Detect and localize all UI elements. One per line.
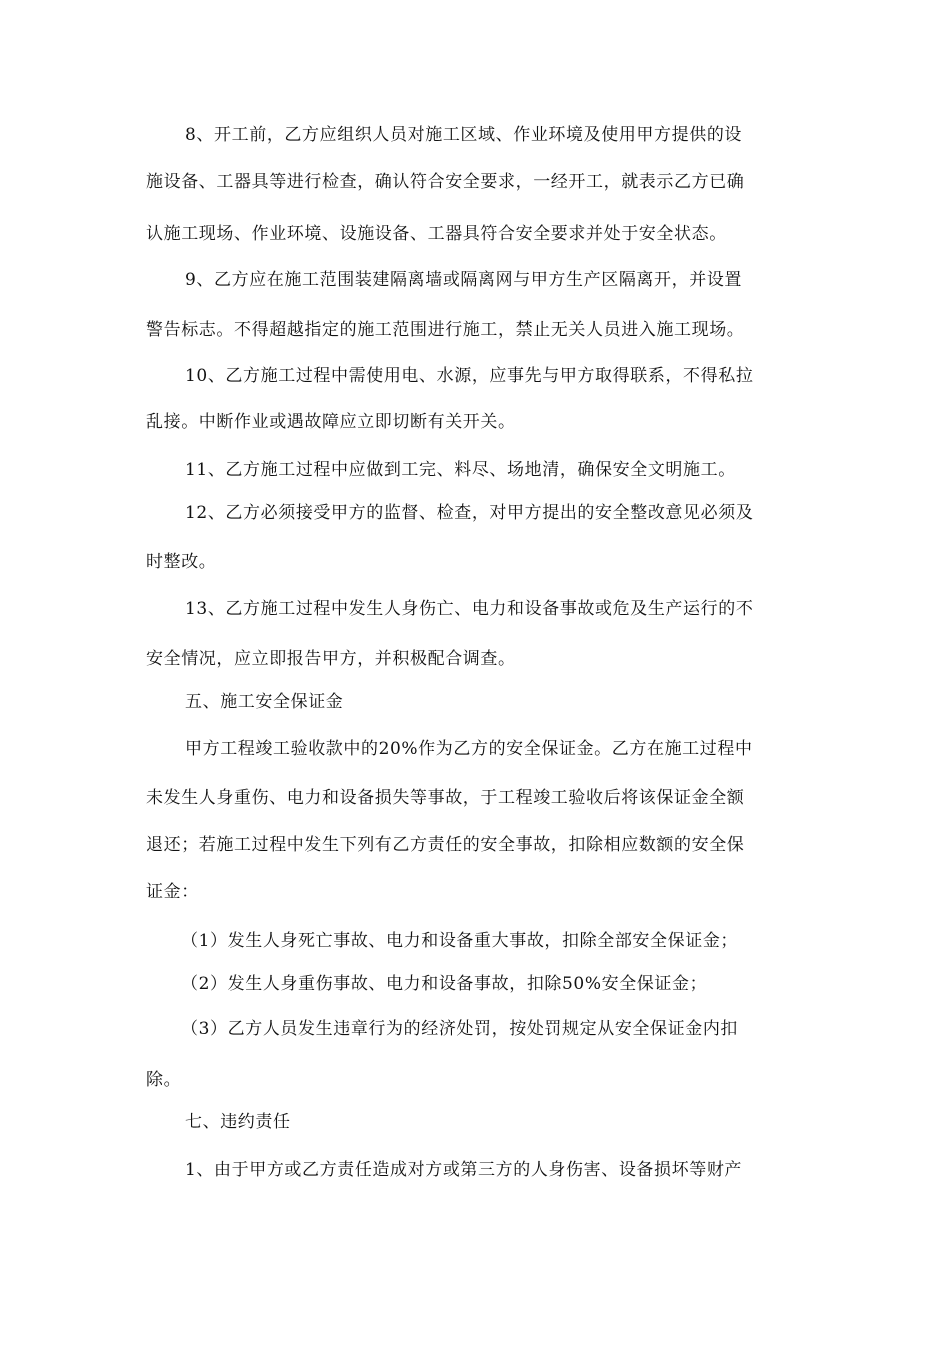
clause-8-line-3: 认施工现场、作业环境、设施设备、工器具符合安全要求并处于安全状态。: [146, 224, 727, 244]
item-2-line-1: （2）发生人身重伤事故、电力和设备事故，扣除50%安全保证金；: [181, 974, 708, 994]
section-7-heading: 七、违约责任: [185, 1112, 291, 1132]
clause-8-line-2: 施设备、工器具等进行检查，确认符合安全要求，一经开工，就表示乙方已确: [146, 172, 745, 192]
section-5-heading: 五、施工安全保证金: [185, 692, 344, 712]
section-5-para-line-2: 未发生人身重伤、电力和设备损失等事故，于工程竣工验收后将该保证金全额: [146, 788, 745, 808]
clause-8-line-1: 8、开工前，乙方应组织人员对施工区域、作业环境及使用甲方提供的设: [185, 125, 743, 145]
clause-9-line-2: 警告标志。不得超越指定的施工范围进行施工，禁止无关人员进入施工现场。: [146, 320, 745, 340]
clause-13-line-2: 安全情况，应立即报告甲方，并积极配合调查。: [146, 649, 516, 669]
clause-11-line-1: 11、乙方施工过程中应做到工完、料尽、场地清，确保安全文明施工。: [185, 460, 736, 480]
section-7-clause-1-line-1: 1、由于甲方或乙方责任造成对方或第三方的人身伤害、设备损坏等财产: [185, 1160, 743, 1180]
clause-10-line-2: 乱接。中断作业或遇故障应立即切断有关开关。: [146, 412, 516, 432]
clause-12-line-1: 12、乙方必须接受甲方的监督、检查，对甲方提出的安全整改意见必须及: [185, 503, 754, 523]
item-3-line-2: 除。: [146, 1070, 182, 1090]
item-3-line-1: （3）乙方人员发生违章行为的经济处罚，按处罚规定从安全保证金内扣: [181, 1019, 739, 1039]
section-5-para-line-4: 证金：: [146, 882, 199, 902]
section-5-para-line-1: 甲方工程竣工验收款中的20%作为乙方的安全保证金。乙方在施工过程中: [185, 739, 753, 759]
section-5-para-line-3: 退还；若施工过程中发生下列有乙方责任的安全事故，扣除相应数额的安全保: [146, 835, 745, 855]
clause-12-line-2: 时整改。: [146, 552, 217, 572]
clause-10-line-1: 10、乙方施工过程中需使用电、水源，应事先与甲方取得联系，不得私拉: [185, 366, 754, 386]
clause-13-line-1: 13、乙方施工过程中发生人身伤亡、电力和设备事故或危及生产运行的不: [185, 599, 754, 619]
clause-9-line-1: 9、乙方应在施工范围装建隔离墙或隔离网与甲方生产区隔离开，并设置: [185, 270, 743, 290]
item-1-line-1: （1）发生人身死亡事故、电力和设备重大事故，扣除全部安全保证金；: [181, 931, 739, 951]
